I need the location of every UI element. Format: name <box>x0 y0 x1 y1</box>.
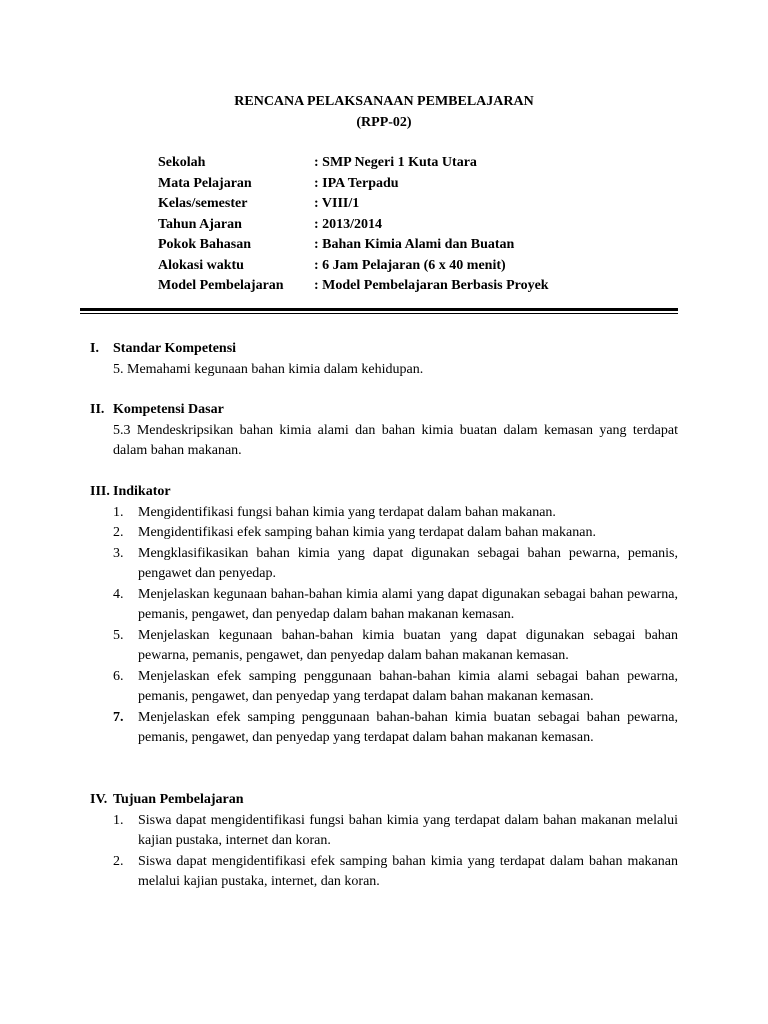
section-number: I. <box>90 341 99 356</box>
list-item-text: Mengklasifikasikan bahan kimia yang dapat digunakan sebagai bahan pewarna, pemanis, pengawet dan penyedap. <box>138 545 678 581</box>
info-row-alokasi-waktu <box>158 256 549 277</box>
info-label: Kelas/semester <box>158 196 248 211</box>
section-body: 5. Memahami kegunaan bahan kimia dalam kehidupan. <box>113 361 424 377</box>
info-row-tahun-ajaran <box>158 215 549 236</box>
list-item <box>113 503 678 524</box>
list-item <box>113 667 678 708</box>
indikator-list <box>113 503 678 749</box>
identity-table <box>158 153 549 297</box>
info-value: : Model Pembelajaran Berbasis Proyek <box>314 278 549 293</box>
info-value: : VIII/1 <box>314 196 360 211</box>
info-label: Pokok Bahasan <box>158 237 251 252</box>
info-value: : Bahan Kimia Alami dan Buatan <box>314 237 515 252</box>
list-item-text: Menjelaskan efek samping penggunaan bahan-bahan kimia buatan sebagai bahan pewarna, pemanis, pengawet, dan penyedap yang terdapat dalam bahan makanan kemasan. <box>138 709 678 745</box>
document-title: RENCANA PELAKSANAAN PEMBELAJARAN <box>234 94 534 109</box>
section-standar-kompetensi <box>90 339 678 380</box>
info-row-model-pembelajaran <box>158 276 549 297</box>
info-row-kelas-semester <box>158 194 549 215</box>
list-item <box>113 523 678 544</box>
section-number: III. <box>90 484 110 499</box>
section-number: II. <box>90 402 105 417</box>
info-value: : SMP Negeri 1 Kuta Utara <box>314 155 477 170</box>
list-item-number: 6. <box>113 668 124 684</box>
list-item-number: 5. <box>113 627 124 643</box>
info-label: Tahun Ajaran <box>158 216 242 232</box>
info-label: Sekolah <box>158 155 206 170</box>
section-body: 5.3 Mendeskripsikan bahan kimia alami dan bahan kimia buatan dalam kemasan yang terdapat dalam bahan makanan. <box>113 422 678 458</box>
list-item-number: 2. <box>113 853 124 869</box>
list-item-number: 1. <box>113 812 124 828</box>
info-value: : 2013/2014 <box>314 216 383 232</box>
info-value: : IPA Terpadu <box>314 175 399 191</box>
list-item <box>113 852 678 893</box>
section-heading <box>90 339 678 360</box>
list-item <box>113 585 678 626</box>
info-row-sekolah <box>158 153 549 174</box>
list-item <box>113 708 678 749</box>
list-item-number: 3. <box>113 545 124 561</box>
info-row-pokok-bahasan <box>158 235 549 256</box>
divider-thin-line <box>80 313 678 314</box>
list-item <box>113 811 678 852</box>
info-row-mata-pelajaran <box>158 174 549 195</box>
list-item-number: 4. <box>113 586 124 602</box>
list-item-text: Siswa dapat mengidentifikasi efek samping bahan kimia yang terdapat dalam bahan makanan melalui kajian pustaka, internet, dan koran. <box>138 853 678 889</box>
double-divider <box>80 308 678 314</box>
section-title: Indikator <box>113 484 171 499</box>
list-item-number: 1. <box>113 504 124 520</box>
info-label: Alokasi waktu <box>158 257 244 273</box>
section-kompetensi-dasar <box>90 400 678 462</box>
list-item-text: Menjelaskan kegunaan bahan-bahan kimia alami yang dapat digunakan sebagai bahan pewarna, pemanis, pengawet, dan penyedap dalam bahan makanan kemasan. <box>138 586 678 622</box>
section-indikator <box>90 482 678 749</box>
list-item <box>113 544 678 585</box>
divider-thick-line <box>80 308 678 311</box>
list-item-text: Mengidentifikasi efek samping bahan kimia yang terdapat dalam bahan makanan. <box>138 525 596 540</box>
section-heading <box>90 482 678 503</box>
list-item-text: Menjelaskan efek samping penggunaan bahan-bahan kimia alami sebagai bahan pewarna, pemanis, pengawet, dan penyedap yang terdapat dalam bahan makanan kemasan. <box>138 668 678 704</box>
section-heading <box>90 400 678 421</box>
list-item-number: 2. <box>113 525 124 540</box>
list-item-number: 7. <box>113 709 124 725</box>
section-tujuan-pembelajaran <box>90 790 678 893</box>
section-title: Tujuan Pembelajaran <box>113 792 244 807</box>
list-item-text: Siswa dapat mengidentifikasi fungsi bahan kimia yang terdapat dalam bahan makanan melalui kajian pustaka, internet dan koran. <box>138 812 678 848</box>
tujuan-list <box>113 811 678 893</box>
info-label: Mata Pelajaran <box>158 175 252 191</box>
list-item-text: Menjelaskan kegunaan bahan-bahan kimia buatan yang dapat digunakan sebagai bahan pewarna, pemanis, pengawet, dan penyedap dalam bahan makanan kemasan. <box>138 627 678 663</box>
section-title: Standar Kompetensi <box>113 341 237 356</box>
section-heading <box>90 790 678 811</box>
list-item <box>113 626 678 667</box>
document-subtitle: (RPP-02) <box>356 115 412 130</box>
section-title: Kompetensi Dasar <box>113 402 224 417</box>
list-item-text: Mengidentifikasi fungsi bahan kimia yang terdapat dalam bahan makanan. <box>138 504 556 520</box>
info-value: : 6 Jam Pelajaran (6 x 40 menit) <box>314 257 506 273</box>
info-label: Model Pembelajaran <box>158 278 284 293</box>
section-number: IV. <box>90 792 108 807</box>
